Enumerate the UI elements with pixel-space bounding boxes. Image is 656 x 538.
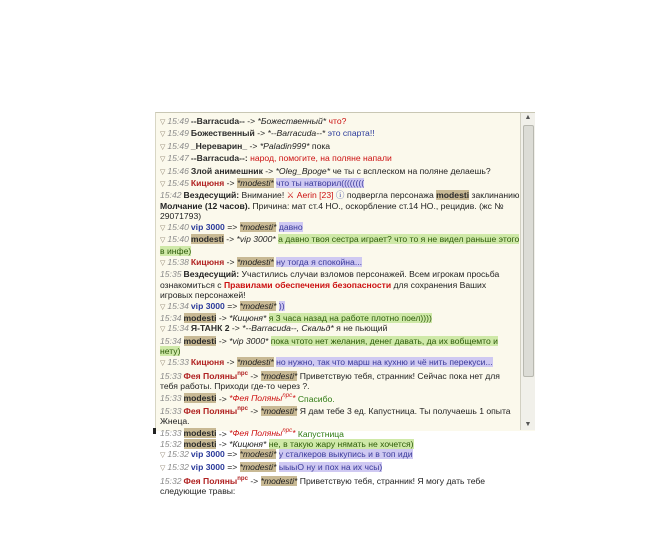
scroll-up-arrow-icon[interactable]: ▲ [524,114,532,121]
npc-message [160,404,520,427]
recipient-name[interactable]: *modesti* [239,461,277,472]
sender-name[interactable]: modesti [190,234,224,245]
message-arrow: => [227,221,238,232]
message-arrow: => [227,461,238,472]
message-arrow: -> [218,438,227,449]
npc-badge: npc [282,428,293,435]
message-arrow: => [227,449,238,460]
message-text: что? [328,116,347,126]
chat-message [160,166,520,178]
sender-name[interactable]: modesti [183,438,217,449]
message-text: Спасибо. [297,393,335,404]
message-time: 15:49 [167,116,189,126]
recipient-name[interactable]: *modesti* [236,356,274,367]
chat-message [160,141,520,153]
expand-triangle-icon[interactable]: ▽ [160,168,166,176]
scroll-down-arrow-icon[interactable]: ▼ [524,421,532,428]
npc-badge: npc [237,370,248,377]
message-time: 15:32 [160,438,182,449]
message-arrow: -> [250,405,259,416]
recipient-name[interactable]: *modesti* [236,178,274,189]
message-text: у сталкеров выкупись и в топ иди [278,449,413,460]
system-text: заклинанию [471,190,520,201]
message-time: 15:32 [167,461,189,472]
expand-triangle-icon[interactable]: ▽ [160,119,166,126]
npc-message [160,474,520,497]
sender-name[interactable]: Кицюня [190,178,225,189]
recipient-name[interactable]: *modesti* [260,475,298,486]
message-text: Я дам тебе 3 ед. Капустница. Ты получаешь 1 опыта Жнеца. [160,405,511,427]
system-sender: Вездесущий: [183,190,240,201]
expand-triangle-icon[interactable]: ▽ [160,359,166,367]
sender-name[interactable]: Кицюня [190,356,225,367]
expand-triangle-icon[interactable]: ▽ [160,237,166,245]
message-time: 15:40 [167,221,189,232]
recipient-name[interactable]: *modesti* [260,405,298,416]
message-text: че ты с всплеском на поляне делаешь? [332,165,491,176]
message-time: 15:47 [167,153,189,164]
sender-name[interactable]: _Нереварин_ [190,140,248,151]
message-time: 15:33 [160,393,182,404]
sender-name[interactable]: --Barracuda--: [190,153,248,164]
recipient-name[interactable]: *modesti* [260,370,298,381]
message-text: Приветствую тебя, странник! Я могу дать тебе следующие травы: [160,475,486,497]
message-time: 15:34 [167,300,189,311]
system-text: подвергла персонажа [346,190,434,201]
chat-message [160,357,520,369]
npc-badge: npc [237,476,248,483]
system-text: для сохранения Ваших игровых персонажей! [160,279,487,301]
system-text: Внимание! [241,190,285,201]
message-arrow: -> [265,165,274,176]
message-text: давно [278,221,303,232]
recipient-name[interactable]: *Paladin999* [259,140,310,151]
message-arrow: -> [226,234,235,245]
system-text: Участились случаи взломов персонажей. Всем игрокам просьба ознакомиться с [160,269,500,290]
message-time: 15:40 [167,234,189,245]
message-text: пока [311,140,331,151]
message-text: а давно твоя сестра играет? что то я не видел раньше этого в инфе) [160,234,520,257]
window-edge-mark [153,428,156,434]
recipient-name[interactable]: *Фея Поляны$^{npc}$* [229,393,296,404]
expand-triangle-icon[interactable]: ▽ [160,143,166,151]
message-text: пока чтото нет желания, денег давать, да их вобщемто и нету) [160,335,498,357]
message-arrow: -> [218,312,227,323]
recipient-name[interactable]: *--Barracuda--, Скальд* [242,323,334,334]
message-arrow: -> [218,335,227,346]
chat-message [160,427,520,439]
message-time: 15:33 [160,428,182,439]
admin-icon: ⚔ [286,190,295,201]
npc-name[interactable]: Фея Поляны$^{npc}$ [183,475,248,486]
system-message [160,269,520,300]
message-arrow: -> [226,178,235,189]
message-time: 15:49 [167,128,189,139]
info-icon[interactable]: ⓘ [335,190,345,201]
message-text: народ, помогите, на поляне напали [250,153,392,164]
penalty-text: Молчание (12 часов). [160,200,250,211]
admin-name[interactable]: Aerin [23] [296,190,334,201]
npc-badge: npc [237,405,248,412]
chat-message [160,178,520,190]
recipient-name[interactable]: *modesti* [239,300,277,311]
npc-name[interactable]: Фея Поляны$^{npc}$ [183,370,248,381]
sender-name[interactable]: modesti [183,335,217,346]
system-message [160,190,520,221]
message-time: 15:33 [160,405,182,416]
chat-scrollbar[interactable] [520,113,535,430]
expand-triangle-icon[interactable]: ▽ [160,156,166,164]
recipient-name[interactable]: *Кицюня* [229,312,267,323]
chat-message [160,323,520,335]
message-text: я 3 часа назад на работе плотно поел)))) [268,312,432,323]
message-arrow: -> [231,323,240,334]
message-text: но нужно, так что марш на кухню и чё нить перекуси... [276,356,493,367]
chat-message [160,462,520,474]
npc-message [160,369,520,392]
message-time: 15:46 [167,165,189,176]
sender-name[interactable]: Я-ТАНК 2 [190,323,230,334]
sender-name[interactable]: Кицюня [190,256,225,267]
sender-name[interactable]: vip 3000 [190,449,225,460]
message-arrow: -> [218,393,227,404]
message-text: ыыыО ну и пох на их чсы) [278,461,383,472]
message-text: не, в такую жару нямать не хочется) [268,438,414,449]
message-arrow: -> [247,116,256,126]
chat-message [160,116,520,128]
message-arrow: -> [250,475,259,486]
system-sender: Вездесущий: [183,269,240,280]
message-time: 15:32 [167,449,189,460]
chat-message [160,313,520,323]
sender-name[interactable]: modesti [183,393,217,404]
message-time: 15:33 [160,370,182,381]
sender-name[interactable]: vip 3000 [190,461,225,472]
message-arrow: -> [226,356,235,367]
sender-name[interactable]: Злой анимешник [190,165,263,176]
recipient-name[interactable]: *Божественный* [257,116,327,126]
chat-message [160,128,520,140]
message-arrow: -> [249,140,258,151]
message-text: я не пьющий [336,323,388,334]
expand-triangle-icon[interactable]: ▽ [160,259,166,267]
message-time: 15:49 [167,140,189,151]
chat-message [160,449,520,461]
expand-triangle-icon[interactable]: ▽ [160,224,166,232]
npc-badge: npc [282,393,293,400]
target-name[interactable]: modesti [436,190,470,201]
message-time: 15:32 [160,475,182,486]
sender-name[interactable]: modesti [183,428,217,439]
message-time: 15:34 [160,312,182,323]
chat-message [160,257,520,269]
recipient-name[interactable]: *modesti* [239,221,277,232]
sender-name[interactable]: vip 3000 [190,300,225,311]
message-time: 15:35 [160,269,182,280]
recipient-name[interactable]: *vip 3000* [229,335,269,346]
message-list [160,116,520,497]
expand-triangle-icon[interactable]: ▽ [160,464,166,472]
chat-message [160,336,520,357]
chat-message [160,301,520,313]
sender-name[interactable]: vip 3000 [190,221,225,232]
scroll-thumb[interactable] [523,125,534,377]
rules-link[interactable]: Правилами обеспечения безопасности [223,279,392,290]
recipient-name[interactable]: *vip 3000* [236,234,276,245]
message-time: 15:38 [167,256,189,267]
recipient-name[interactable]: *Фея Поляны$^{npc}$* [229,428,296,439]
message-arrow: -> [226,256,235,267]
npc-name[interactable]: Фея Поляны$^{npc}$ [183,405,248,416]
expand-triangle-icon[interactable]: ▽ [160,326,166,334]
expand-triangle-icon[interactable]: ▽ [160,303,166,311]
message-time: 15:34 [167,323,189,334]
message-text: что ты натворил(((((((( [276,178,365,189]
reason-text: Причина: мат ст.4 НО., оскорбление ст.14 НО., рецидив. (жс № 29071793) [160,200,504,222]
expand-triangle-icon[interactable]: ▽ [160,452,166,460]
chat-log-panel [155,112,535,497]
message-time: 15:42 [160,190,182,201]
chat-message [160,222,520,234]
message-arrow: -> [218,428,227,439]
message-arrow: -> [250,370,259,381]
message-text: Капустница [297,428,344,439]
sender-name[interactable]: Божественный [190,128,255,139]
recipient-name[interactable]: *modesti* [236,256,274,267]
chat-message [160,153,520,165]
message-arrow: -> [257,128,266,139]
chat-message [160,439,520,449]
recipient-name[interactable]: *Кицюня* [229,438,267,449]
sender-name[interactable]: modesti [183,312,217,323]
message-text: это спарта!! [327,128,375,139]
expand-triangle-icon[interactable]: ▽ [160,181,166,189]
sender-name[interactable]: --Barracuda-- [190,116,245,126]
expand-triangle-icon[interactable]: ▽ [160,131,166,139]
chat-message [160,392,520,404]
recipient-name[interactable]: *--Barracuda--* [267,128,326,139]
message-arrow: => [227,300,238,311]
chat-message [160,234,520,257]
message-time: 15:33 [167,356,189,367]
message-text: Приветствую тебя, странник! Сейчас пока нет для тебя работы. Приходи где-то через ?. [160,370,500,392]
message-text: ну тогда я спокойна... [276,256,362,267]
message-time: 15:34 [160,335,182,346]
recipient-name[interactable]: *Oleg_Bpoge* [275,165,331,176]
message-time: 15:45 [167,178,189,189]
message-text: )) [278,300,285,311]
recipient-name[interactable]: *modesti* [239,449,277,460]
